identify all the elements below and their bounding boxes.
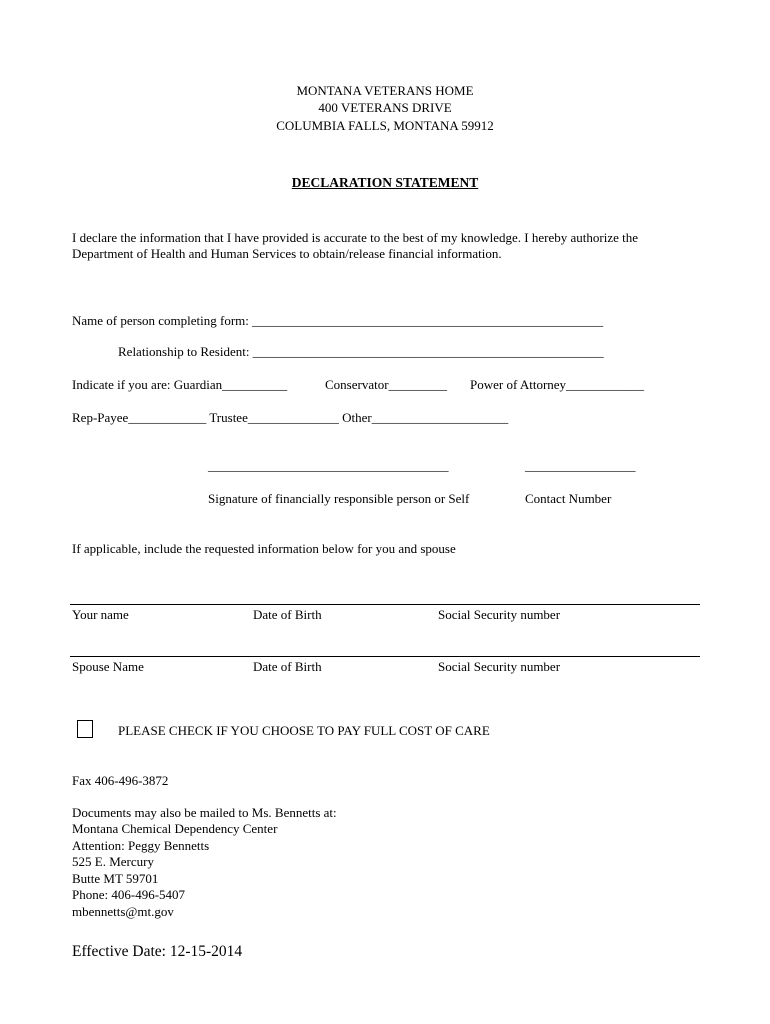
signature-line[interactable]: _____________________________________ <box>208 458 449 473</box>
page-title: DECLARATION STATEMENT <box>291 175 479 190</box>
applicable-note: If applicable, include the requested information below for you and spouse <box>72 541 456 556</box>
conservator-field[interactable]: Conservator_________ <box>325 377 448 392</box>
header-line-1: MONTANA VETERANS HOME <box>296 83 474 98</box>
your-ssn-label: Social Security number <box>438 607 561 622</box>
declaration-line-2: Department of Health and Human Services to obtain/release financial information. <box>72 246 502 261</box>
power-of-attorney-field[interactable]: Power of Attorney____________ <box>470 377 645 392</box>
header-line-2: 400 VETERANS DRIVE <box>318 100 452 115</box>
relationship-field[interactable]: Relationship to Resident: ______________________________________________________ <box>118 344 604 359</box>
row-divider <box>70 604 700 605</box>
your-dob-label: Date of Birth <box>253 607 322 622</box>
rep-payee-trustee-other-field[interactable]: Rep-Payee____________ Trustee______________ Other_____________________ <box>72 410 509 425</box>
mailing-line-4: Butte MT 59701 <box>72 871 159 886</box>
mailing-line-1: Montana Chemical Dependency Center <box>72 821 278 836</box>
name-completing-field[interactable]: Name of person completing form: ______________________________________________________ <box>72 313 604 328</box>
your-name-label: Your name <box>72 607 129 622</box>
contact-number-label: Contact Number <box>525 491 612 506</box>
header-line-3: COLUMBIA FALLS, MONTANA 59912 <box>276 118 494 133</box>
mailing-line-2: Attention: Peggy Bennetts <box>72 838 210 853</box>
guardian-field[interactable]: Indicate if you are: Guardian__________ <box>72 377 288 392</box>
declaration-line-1: I declare the information that I have provided is accurate to the best of my knowledge. I hereby authorize the <box>72 230 639 245</box>
row-divider <box>70 656 700 657</box>
spouse-dob-label: Date of Birth <box>253 659 322 674</box>
mailing-email: mbennetts@mt.gov <box>72 904 174 919</box>
full-cost-checkbox[interactable] <box>77 720 93 738</box>
mailing-line-3: 525 E. Mercury <box>72 854 154 869</box>
mailing-intro: Documents may also be mailed to Ms. Bennetts at: <box>72 805 337 820</box>
contact-number-line[interactable]: _________________ <box>525 458 636 473</box>
effective-date: Effective Date: 12-15-2014 <box>72 943 243 960</box>
full-cost-checkbox-label: PLEASE CHECK IF YOU CHOOSE TO PAY FULL COST OF CARE <box>118 723 490 738</box>
signature-label: Signature of financially responsible person or Self <box>208 491 470 506</box>
mailing-phone: Phone: 406-496-5407 <box>72 887 186 902</box>
spouse-ssn-label: Social Security number <box>438 659 561 674</box>
fax-number: Fax 406-496-3872 <box>72 773 169 788</box>
spouse-name-label: Spouse Name <box>72 659 144 674</box>
